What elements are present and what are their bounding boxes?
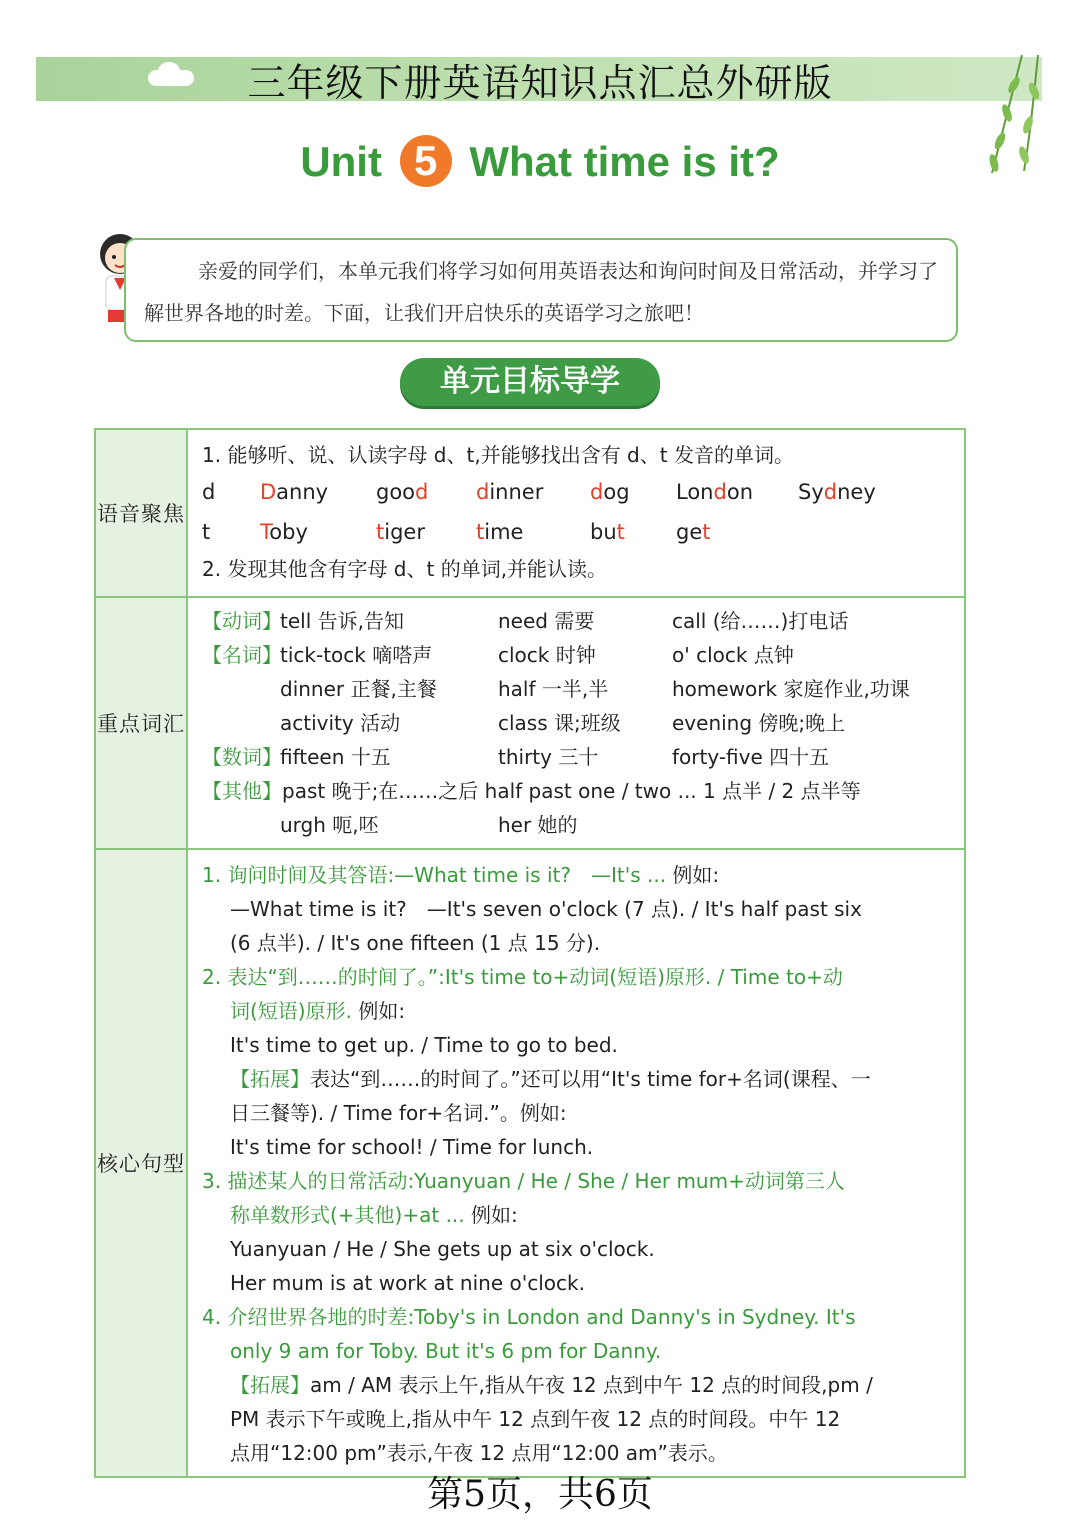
phonics-d-row [202, 472, 952, 512]
sentence-item-1-head: 1. 询问时间及其答语:—What time is it? —It's ... 例如: [202, 863, 720, 887]
word-london: London [676, 480, 754, 504]
sentence-item-3-line: Her mum is at work at nine o'clock. [230, 1271, 585, 1295]
unit-title [0, 138, 1080, 191]
phonics-t-row [202, 512, 952, 552]
phonics-row [95, 429, 965, 597]
word-toby: Toby [260, 520, 308, 544]
vocab-noun-row-3: activity 活动 class 课;班级 evening 傍晚;晚上 [280, 711, 846, 735]
vocab-noun-row-2: dinner 正餐,主餐 half 一半,半 homework 家庭作业,功课 [280, 677, 910, 701]
word-but: but [590, 520, 625, 544]
sentence-item-3-head-cont: 称单数形式(+其他)+at ... 例如: [230, 1203, 518, 1227]
word-danny: Danny [260, 480, 329, 504]
word-dinner: dinner [476, 480, 544, 504]
sentence-item-1-line: (6 点半). / It's one fifteen (1 点 15 分). [230, 931, 601, 955]
sentences-row [95, 849, 965, 1477]
vocab-last-row: urgh 呃,呸 her 她的 [280, 813, 578, 837]
sentence-item-2-head-cont: 词(短语)原形. 例如: [230, 999, 406, 1023]
sentence-item-4-extension-cont: PM 表示下午或晚上,指从中午 12 点到午夜 12 点的时间段。中午 12 [230, 1407, 841, 1431]
word-time: time [476, 520, 524, 544]
letter-d: d [202, 480, 216, 504]
word-tiger: tiger [376, 520, 425, 544]
phonics-line-2: 2. 发现其他含有字母 d、t 的单词,并能认读。 [202, 557, 608, 581]
vocab-other-row: 【其他】past 晚于;在……之后 half past one / two ... 1 点半 / 2 点半等 [202, 779, 861, 803]
vocab-numeral-row: 【数词】 fifteen 十五 thirty 三十 forty-five 四十五 [202, 745, 830, 769]
goals-table [94, 428, 966, 1478]
unit-prefix: Unit [300, 138, 382, 185]
word-get: get [676, 520, 711, 544]
phonics-line-1: 1. 能够听、说、认读字母 d、t,并能够找出含有 d、t 发音的单词。 [202, 443, 794, 467]
page-number: 第5页，共6页 [427, 1474, 653, 1515]
phonics-content [187, 429, 965, 597]
sentence-item-2-extension: 【拓展】表达“到……的时间了。”还可以用“It's time for+名词(课程、一 [230, 1067, 871, 1091]
sentence-item-3-head: 3. 描述某人的日常活动:Yuanyuan / He / She / Her mum+动词第三人 [202, 1169, 845, 1193]
sentences-content [187, 849, 965, 1477]
vocab-label: 重点词汇 [95, 597, 187, 849]
word-dog: dog [590, 480, 630, 504]
vocab-verb-row: 【动词】 tell 告诉,告知 need 需要 call (给……)打电话 [202, 609, 849, 633]
word-good: good [376, 480, 429, 504]
sentence-item-4-extension: 【拓展】am / AM 表示上午,指从午夜 12 点到中午 12 点的时间段,pm / [230, 1373, 873, 1397]
intro-text: 亲爱的同学们，本单元我们将学习如何用英语表达和询问时间及日常活动，并学习了解世界各地的时差。下面，让我们开启快乐的英语学习之旅吧！ [144, 259, 938, 325]
sentence-item-4-extension-cont: 点用“12:00 pm”表示,午夜 12 点用“12:00 am”表示。 [230, 1441, 728, 1465]
unit-name: What time is it? [469, 138, 780, 185]
letter-t: t [202, 520, 211, 544]
intro-box [124, 238, 958, 342]
sentence-item-3-line: Yuanyuan / He / She gets up at six o'clock. [230, 1237, 655, 1261]
vocab-row [95, 597, 965, 849]
sentence-item-2-extension-cont: 日三餐等). / Time for+名词.”。例如: [230, 1101, 567, 1125]
document-title: 三年级下册英语知识点汇总外研版 [247, 61, 833, 105]
sentence-item-2-line: It's time to get up. / Time to go to bed. [230, 1033, 618, 1057]
unit-number-badge: 5 [400, 135, 452, 187]
word-sydney: Sydney [798, 480, 876, 504]
phonics-label: 语音聚焦 [95, 429, 187, 597]
sentences-label: 核心句型 [95, 849, 187, 1477]
sentence-item-4-head-cont: only 9 am for Toby. But it's 6 pm for Danny. [230, 1339, 662, 1363]
sentence-item-2-example: It's time for school! / Time for lunch. [230, 1135, 594, 1159]
vocab-noun-row-1: 【名词】 tick-tock 嘀嗒声 clock 时钟 o' clock 点钟 [202, 643, 794, 667]
section-title: 单元目标导学 [400, 358, 660, 406]
sentence-item-1-line: —What time is it? —It's seven o'clock (7 点). / It's half past six [230, 897, 862, 921]
sentence-item-4-head: 4. 介绍世界各地的时差:Toby's in London and Danny's in Sydney. It's [202, 1305, 856, 1329]
vocab-content [187, 597, 965, 849]
sentence-item-2-head: 2. 表达“到……的时间了。”:It's time to+动词(短语)原形. / Time to+动 [202, 965, 843, 989]
